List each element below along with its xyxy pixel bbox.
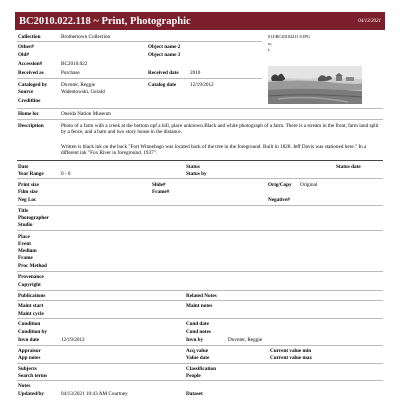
notes-label: Notes — [18, 383, 31, 389]
print-size-label: Print size — [18, 182, 39, 188]
status-by-label: Status by — [186, 171, 207, 177]
search-terms-label: Search terms — [18, 373, 48, 379]
section-divider — [17, 160, 383, 161]
image-mark-t: t, — [268, 47, 271, 52]
divider — [17, 108, 383, 109]
subjects-label: Subjects — [18, 366, 37, 372]
divider — [17, 178, 383, 179]
accession-value: BC2010.022 — [61, 61, 88, 67]
divider — [17, 380, 383, 381]
updated-by-value: 04/13/2021 10:43 AM Courtney — [61, 391, 128, 397]
divider — [17, 78, 262, 79]
app-notes-label: App notes — [18, 355, 41, 361]
divider — [17, 318, 383, 319]
image-filename: 012\BC20102211 8.JPG — [268, 34, 310, 39]
current-value-min-label: Current value min — [270, 348, 312, 354]
copyright-label: Copyright — [18, 282, 41, 288]
invn-date-label: Invn date — [18, 337, 40, 343]
cataloged-by-label: Cataloged by — [18, 82, 48, 88]
divider — [17, 119, 383, 120]
divider — [17, 230, 383, 231]
place-label: Place — [18, 234, 30, 240]
creditline-label: Creditline — [18, 98, 41, 104]
received-date-value: 2010 — [190, 70, 201, 76]
object-name-2-label: Object name 2 — [148, 44, 181, 50]
cataloged-by-value: Dovnter, Reggie — [61, 82, 96, 88]
frame-number-label: Frame# — [152, 189, 170, 195]
studio-label: Studio — [18, 222, 33, 228]
invn-by-label: Invn by — [186, 337, 204, 343]
negative-number-label: Negative# — [268, 197, 290, 203]
received-date-label: Received date — [148, 70, 179, 76]
catalog-date-label: Catalog date — [148, 82, 177, 88]
value-date-label: Value date — [186, 355, 210, 361]
negative-location-label: Neg Loc — [18, 197, 37, 203]
invn-by-value: Dovnter, Reggie — [228, 337, 263, 343]
updated-by-label: Updated/by — [18, 391, 44, 397]
film-size-label: Film size — [18, 189, 38, 195]
process-method-label: Proc Method — [18, 263, 47, 269]
description-paragraph-1: Photo of a farm with a creek at the bottom opf a hill, place unknown.Black and white photograph of a farm. There is a stream in the front, farm land split by a fence, and a barn and two story house in the distance. — [61, 123, 379, 136]
status-label: Status — [186, 164, 200, 170]
divider — [17, 41, 262, 42]
cond-date-label: Cond date — [186, 321, 209, 327]
appraisor-label: Appraisor — [18, 348, 41, 354]
maint-notes-label: Maint notes — [186, 303, 213, 309]
object-name-3-label: Object name 3 — [148, 52, 181, 58]
home-location-label: Home loc — [18, 111, 39, 117]
catalog-date-value: 12/19/2012 — [190, 82, 214, 88]
frame-label: Frame — [18, 255, 33, 261]
status-date-label: Status date — [336, 164, 361, 170]
farm-photograph — [268, 66, 362, 104]
cond-notes-label: Cond notes — [186, 329, 211, 335]
source-value: Walentowski, Gerald — [61, 89, 105, 95]
invn-date-value: 12/19/2012 — [61, 337, 85, 343]
medium-label: Medium — [18, 248, 37, 254]
event-label: Event — [18, 241, 31, 247]
collection-label: Collection — [18, 34, 41, 40]
year-range-label: Year Range — [18, 171, 44, 177]
divider — [17, 205, 383, 206]
date-label: Date — [18, 164, 29, 170]
report-date: 04/13/2021 — [358, 18, 381, 24]
classification-label: Classification — [186, 366, 216, 372]
dataset-label: Dataset — [186, 391, 203, 397]
provenance-label: Provenance — [18, 274, 44, 280]
acq-value-label: Acq value — [186, 348, 209, 354]
divider — [17, 290, 383, 291]
received-as-label: Received as — [18, 70, 44, 76]
source-label: Source — [18, 89, 34, 95]
home-location-value: Oneida Nation Museum — [61, 111, 111, 117]
current-value-max-label: Current value max — [270, 355, 312, 361]
old-number-label: Old# — [18, 52, 29, 58]
slide-number-label: Slide# — [152, 182, 166, 188]
year-range-value: 0 - 0 — [61, 171, 71, 177]
description-paragraph-2: Written is black ink on the back "Fort Winnebago was located back of the tree in the foreground. Built in 1828. Jeff Davis was stationed here." In a different ink "Fox River in foreground. 1937". — [61, 144, 367, 157]
title-label: Title — [18, 208, 29, 214]
condition-label: Condition — [18, 321, 41, 327]
other-number-label: Other# — [18, 44, 34, 50]
maint-cycle-label: Maint cycle — [18, 311, 44, 317]
collection-value: Brothertown Collection — [61, 34, 111, 40]
description-label: Description — [18, 123, 44, 129]
accession-label: Accession# — [18, 61, 43, 67]
publications-label: Publications — [18, 293, 46, 299]
image-mark-w: w, — [268, 41, 272, 46]
orig-copy-label: Orig/Copy — [268, 182, 292, 188]
record-title: BC2010.022.118 ~ Print, Photographic — [19, 15, 191, 27]
record-title-bar — [15, 12, 385, 30]
photographer-label: Photographer — [18, 215, 49, 221]
orig-copy-value: Original — [300, 182, 318, 188]
divider — [17, 363, 383, 364]
maint-start-label: Maint start — [18, 303, 44, 309]
divider — [17, 345, 383, 346]
divider — [17, 271, 383, 272]
people-label: People — [186, 373, 201, 379]
divider — [17, 300, 383, 301]
condition-by-label: Condition by — [18, 329, 47, 335]
related-notes-label: Related Notes — [186, 293, 217, 299]
received-as-value: Purchase — [61, 70, 80, 76]
